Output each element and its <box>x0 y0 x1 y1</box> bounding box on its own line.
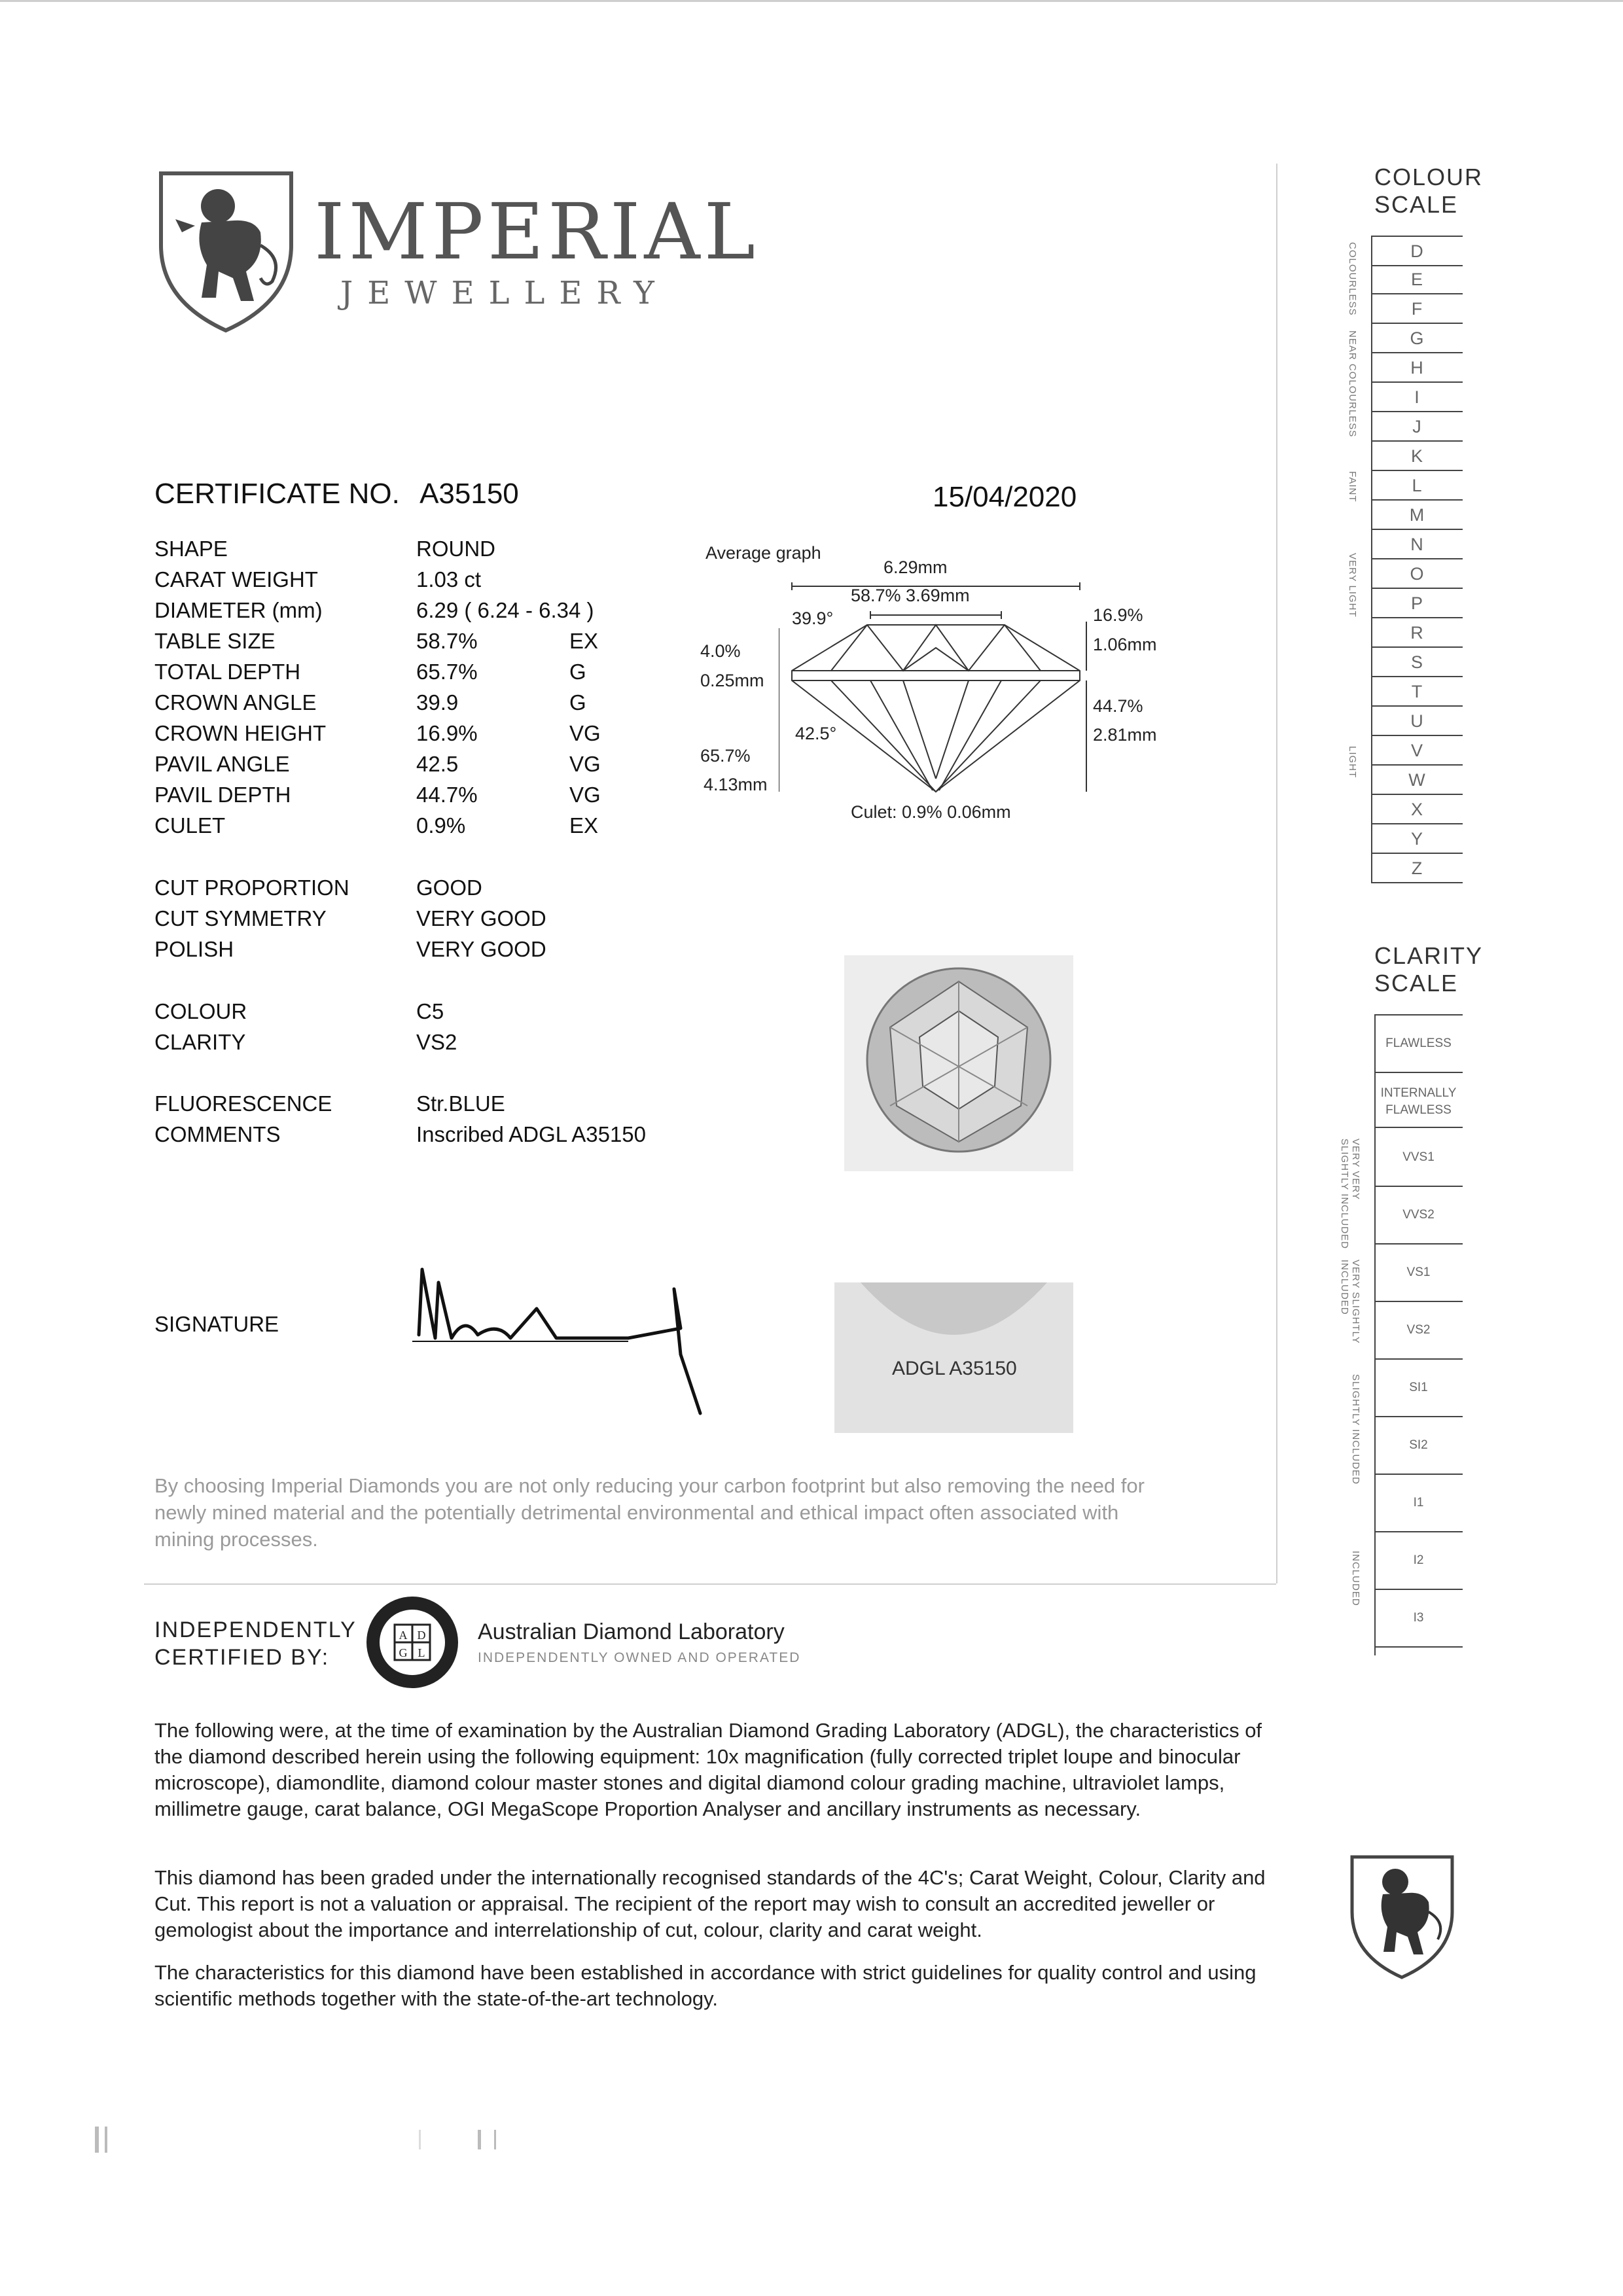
spec-value: 16.9% <box>416 721 478 745</box>
spec-grade: EX <box>569 813 599 838</box>
spec-label: CROWN ANGLE <box>154 690 317 715</box>
spec-grade: VG <box>569 721 601 745</box>
spec-value: ROUND <box>416 537 495 561</box>
paragraph-equipment: The following were, at the time of examination by the Australian Diamond Grading Laboratory (ADGL), the characteristics of the diamond described herein using the following equipment: 10x magnification (fully corrected triplet loupe and binocular microscope), diamondlite, diamond colour master stones and digital diamond colour grading machine, ultraviolet lamps, millimetre gauge, carat balance, OGI MegaScope Proportion Analyser and ancillary instruments as necessary. <box>154 1719 1262 1820</box>
colour-grade: U <box>1371 707 1463 736</box>
seal-letter: D <box>417 1629 426 1642</box>
colour-grade: L <box>1371 471 1463 501</box>
spec-value: 65.7% <box>416 660 478 684</box>
spec-grade: G <box>569 690 586 715</box>
clarity-grade: VS2 <box>1374 1302 1463 1360</box>
colour-grade: F <box>1371 294 1463 324</box>
graph-table: 58.7% 3.69mm <box>851 586 970 605</box>
seal-letter: G <box>399 1646 408 1659</box>
clarity-grade: INTERNALLY FLAWLESS <box>1374 1072 1463 1128</box>
scan-top-edge <box>0 0 1623 2</box>
seal-letter: A <box>399 1629 408 1642</box>
clarity-grade: I2 <box>1374 1532 1463 1590</box>
graph-total-mm: 4.13mm <box>704 775 768 794</box>
certificate-number: A35150 <box>419 478 519 510</box>
brand-subtitle: JEWELLERY <box>340 275 669 311</box>
colour-group-label: COLOURLESS <box>1347 242 1358 316</box>
colour-grade: V <box>1371 736 1463 766</box>
colour-grade: T <box>1371 677 1463 707</box>
scan-artefact <box>494 2130 496 2149</box>
colour-group-label: VERY LIGHT <box>1347 553 1358 618</box>
certified-by-line2: CERTIFIED BY: <box>154 1645 330 1670</box>
clarity-scale-title-line1: CLARITY <box>1374 942 1484 969</box>
cut-value: VERY GOOD <box>416 937 546 961</box>
clarity-scale-title-line2: SCALE <box>1374 970 1459 997</box>
colour-grade: Z <box>1371 854 1463 883</box>
spec-value: 58.7% <box>416 629 478 653</box>
clarity-grade: FLAWLESS <box>1374 1014 1463 1073</box>
clarity-group-label: SLIGHTLY INCLUDED <box>1350 1374 1361 1485</box>
inscription-photo <box>834 1282 1073 1433</box>
spec-label: SHAPE <box>154 537 228 561</box>
colour-grade: D <box>1371 236 1463 266</box>
colour-grade: M <box>1371 501 1463 530</box>
colour-grade: J <box>1371 412 1463 442</box>
colour-grade: E <box>1371 265 1463 294</box>
spec-label: CULET <box>154 813 226 838</box>
cut-label: POLISH <box>154 937 234 961</box>
spec-label: PAVIL DEPTH <box>154 783 291 807</box>
signature-icon <box>406 1256 746 1420</box>
spec-grade: EX <box>569 629 599 653</box>
graph-pavil-mm: 2.81mm <box>1093 725 1157 745</box>
lion-crest-small-icon <box>1348 1852 1456 1983</box>
colour-grade: R <box>1371 618 1463 648</box>
graph-girdle-pct: 4.0% <box>700 641 741 661</box>
clarity-grade: SI2 <box>1374 1417 1463 1475</box>
brand-name: IMPERIAL <box>314 186 760 277</box>
graph-crown-mm: 1.06mm <box>1093 635 1157 654</box>
clarity-grade: VVS2 <box>1374 1187 1463 1245</box>
certificate-header <box>154 478 519 510</box>
diamond-photo <box>844 955 1073 1171</box>
lion-crest-icon <box>156 167 296 337</box>
clarity-grade: VS1 <box>1374 1245 1463 1302</box>
colour-grade: X <box>1371 795 1463 824</box>
diamond-top-view-icon <box>844 955 1073 1171</box>
spec-label: CROWN HEIGHT <box>154 721 327 745</box>
colour-grade: O <box>1371 559 1463 589</box>
cut-label: CUT PROPORTION <box>154 875 349 900</box>
fluorescence-label: FLUORESCENCE <box>154 1091 332 1116</box>
clarity-group-label: VERY VERY SLIGHTLY INCLUDED <box>1339 1139 1361 1249</box>
colour-scale-title <box>1374 164 1483 219</box>
graph-girdle-mm: 0.25mm <box>700 671 764 690</box>
fluorescence-value: Str.BLUE <box>416 1091 505 1116</box>
colour-grade: I <box>1371 383 1463 412</box>
certificate-date: 15/04/2020 <box>933 481 1077 513</box>
graph-culet: Culet: 0.9% 0.06mm <box>851 802 1011 822</box>
scan-artefact <box>419 2130 421 2149</box>
graph-pavil-angle: 42.5° <box>795 724 837 743</box>
clarity-scale-title <box>1374 942 1483 997</box>
clarity-label: CLARITY <box>154 1030 246 1054</box>
graph-diameter: 6.29mm <box>883 557 948 577</box>
colour-grade: N <box>1371 530 1463 559</box>
spec-grade: VG <box>569 783 601 807</box>
spec-value: 0.9% <box>416 813 466 838</box>
scan-artefact <box>478 2130 481 2149</box>
spec-value: 42.5 <box>416 752 459 776</box>
colour-group-label: LIGHT <box>1347 746 1358 779</box>
graph-total-pct: 65.7% <box>700 746 751 766</box>
clarity-group-label: VERY SLIGHTLY INCLUDED <box>1339 1260 1361 1344</box>
inscription-text: ADGL A35150 <box>892 1358 1017 1379</box>
certified-by-label <box>154 1616 357 1671</box>
certified-by-line1: INDEPENDENTLY <box>154 1617 357 1642</box>
frame-bottom-rule <box>144 1583 1276 1585</box>
spec-value: 1.03 ct <box>416 567 482 592</box>
spec-value: 39.9 <box>416 690 459 715</box>
clarity-grade: I1 <box>1374 1475 1463 1532</box>
clarity-group-label: INCLUDED <box>1350 1551 1361 1606</box>
scan-artefact <box>95 2127 99 2153</box>
scan-artefact <box>105 2127 107 2153</box>
spec-label: DIAMETER (mm) <box>154 598 323 622</box>
comments-value: Inscribed ADGL A35150 <box>416 1122 647 1146</box>
clarity-grade: VVS1 <box>1374 1129 1463 1187</box>
laboratory-subtitle: INDEPENDENTLY OWNED AND OPERATED <box>478 1650 801 1665</box>
spec-value: 6.29 ( 6.24 - 6.34 ) <box>416 598 594 622</box>
colour-grade: K <box>1371 442 1463 471</box>
seal-letter: L <box>418 1646 425 1659</box>
colour-grade: H <box>1371 353 1463 383</box>
spec-label: PAVIL ANGLE <box>154 752 290 776</box>
paragraph-methods: The characteristics for this diamond have been established in accordance with strict guidelines for quality control and using scientific methods together with the state-of-the-art technology. <box>154 1961 1257 2010</box>
colour-group-label: FAINT <box>1347 471 1358 503</box>
spec-label: CARAT WEIGHT <box>154 567 318 592</box>
cut-label: CUT SYMMETRY <box>154 906 327 930</box>
colour-grade: S <box>1371 648 1463 677</box>
environment-note: By choosing Imperial Diamonds you are not only reducing your carbon footprint but also removing the need for newly mined material and the potentially detrimental environmental and ethical impact often associated with mining processes. <box>154 1474 1145 1551</box>
graph-crown-pct: 16.9% <box>1093 605 1143 625</box>
cut-value: VERY GOOD <box>416 906 546 930</box>
colour-scale-title-line2: SCALE <box>1374 191 1459 218</box>
cut-value: GOOD <box>416 875 482 900</box>
spec-label: TABLE SIZE <box>154 629 276 653</box>
spec-value: 44.7% <box>416 783 478 807</box>
certificate-label: CERTIFICATE NO. <box>154 478 400 510</box>
comments-label: COMMENTS <box>154 1122 281 1146</box>
colour-grade: P <box>1371 589 1463 618</box>
signature-label: SIGNATURE <box>154 1312 279 1336</box>
graph-title: Average graph <box>705 543 821 563</box>
laboratory-name: Australian Diamond Laboratory <box>478 1619 785 1644</box>
colour-label: COLOUR <box>154 999 247 1023</box>
graph-pavil-pct: 44.7% <box>1093 696 1143 716</box>
spec-grade: VG <box>569 752 601 776</box>
colour-grade: Y <box>1371 824 1463 854</box>
spec-label: TOTAL DEPTH <box>154 660 301 684</box>
spec-grade: G <box>569 660 586 684</box>
clarity-grade: I3 <box>1374 1590 1463 1648</box>
clarity-grade: SI1 <box>1374 1360 1463 1417</box>
colour-grade: G <box>1371 324 1463 353</box>
paragraph-standards: This diamond has been graded under the internationally recognised standards of the 4C's; Carat Weight, Colour, Clarity and Cut. This report is not a valuation or appraisal. The recipient of the report may wish to consult an accredited jeweller or gemologist about the importance and interrelationship of cut, colour, clarity and carat weight. <box>154 1866 1266 1941</box>
clarity-value: VS2 <box>416 1030 457 1054</box>
colour-group-label: NEAR COLOURLESS <box>1347 330 1358 438</box>
colour-value: C5 <box>416 999 444 1023</box>
adgl-seal-icon <box>363 1593 461 1691</box>
colour-scale-title-line1: COLOUR <box>1374 164 1484 190</box>
colour-grade: W <box>1371 766 1463 795</box>
graph-crown-angle: 39.9° <box>792 609 834 628</box>
frame-right-rule <box>1276 164 1277 1583</box>
